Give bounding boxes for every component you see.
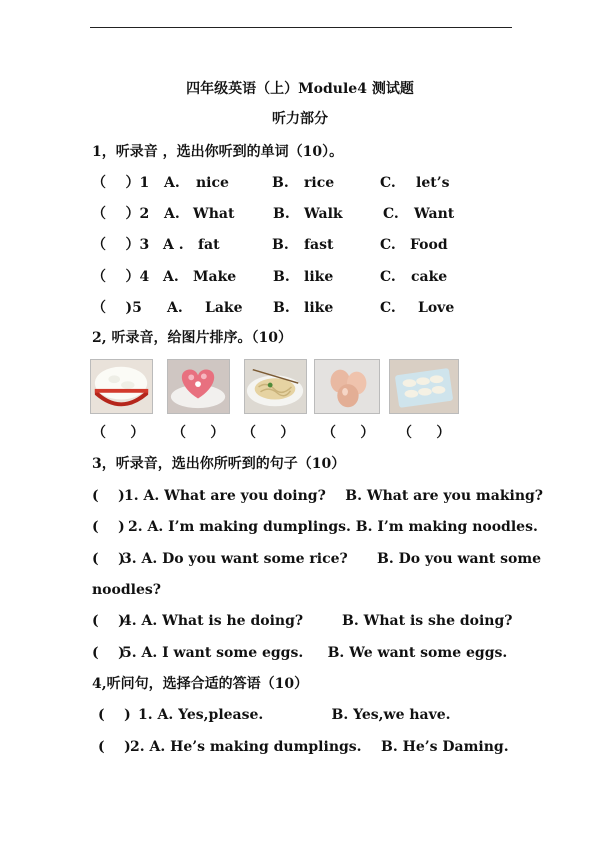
section3-heading: 3，听录音，选出你所听到的句子（10） bbox=[92, 456, 346, 472]
answer-choice: 2. A. He’s making dumplings. B. He’s Daming. bbox=[130, 739, 509, 755]
option-a-word: fat bbox=[198, 237, 220, 253]
section1-heading: 1，听录音 ，选出你听到的单词（10）。 bbox=[92, 144, 344, 160]
option-c-word: Want bbox=[414, 206, 455, 222]
option-c-word: let’s bbox=[416, 175, 450, 191]
option-a-word: Make bbox=[193, 269, 237, 285]
answer-blank[interactable]: ( ) bbox=[92, 488, 125, 504]
option-a-label: A. bbox=[163, 269, 179, 285]
answer-blank[interactable]: （ )5 bbox=[92, 300, 142, 316]
answer-blank[interactable]: （ ）1 bbox=[92, 175, 150, 191]
option-c-word: cake bbox=[411, 269, 448, 285]
sentence-choice: 3. A. Do you want some rice? B. Do you want some bbox=[122, 551, 542, 567]
answer-blank[interactable]: （ ）3 bbox=[92, 237, 150, 253]
sentence-choice: 1. A. What are you doing? B. What are you making? bbox=[124, 488, 544, 504]
option-a-label: A . bbox=[163, 237, 184, 253]
option-a-word: What bbox=[193, 206, 235, 222]
answer-blank[interactable]: （ ）2 bbox=[92, 206, 150, 222]
answer-blank[interactable]: ( ) bbox=[92, 613, 125, 629]
option-b-label: B. bbox=[273, 300, 290, 316]
option-c-word: Love bbox=[418, 300, 455, 316]
answer-blank[interactable]: ( ) bbox=[92, 551, 125, 567]
dumplings-picture bbox=[389, 359, 459, 414]
option-b-word: like bbox=[304, 300, 334, 316]
page-title: 四年级英语（上）Module4 测试题 bbox=[186, 81, 414, 97]
option-c-label: C. bbox=[383, 206, 399, 222]
answer-blank[interactable]: ( ) bbox=[92, 645, 125, 661]
answer-choice: 1. A. Yes,please. B. Yes,we have. bbox=[138, 707, 451, 723]
option-c-label: C. bbox=[380, 269, 396, 285]
answer-blank[interactable]: （ ）4 bbox=[92, 269, 150, 285]
rice-bowl-picture bbox=[90, 359, 153, 414]
noodles-picture bbox=[244, 359, 307, 414]
picture-order-blank[interactable]: （ ） bbox=[398, 425, 451, 441]
option-a-label: A. bbox=[167, 300, 183, 316]
picture-order-blank[interactable]: （ ） bbox=[92, 425, 145, 441]
option-a-label: A. bbox=[164, 206, 180, 222]
sentence-choice: 2. A. I’m making dumplings. B. I’m making noodles. bbox=[128, 519, 538, 535]
eggs-picture bbox=[314, 359, 380, 414]
option-b-word: fast bbox=[304, 237, 334, 253]
picture-order-blank[interactable]: （ ） bbox=[172, 425, 225, 441]
picture-order-blank[interactable]: （ ） bbox=[242, 425, 295, 441]
option-b-word: like bbox=[304, 269, 334, 285]
answer-blank[interactable]: ( ) bbox=[98, 739, 131, 755]
option-b-label: B. bbox=[273, 206, 290, 222]
page-subtitle: 听力部分 bbox=[272, 111, 328, 127]
option-a-word: Lake bbox=[205, 300, 243, 316]
answer-blank[interactable]: ( ) bbox=[98, 707, 131, 723]
option-b-label: B. bbox=[273, 269, 290, 285]
sentence-choice: 5. A. I want some eggs. B. We want some eggs. bbox=[122, 645, 508, 661]
option-c-label: C. bbox=[380, 300, 396, 316]
option-c-label: C. bbox=[380, 237, 396, 253]
option-a-word: nice bbox=[196, 175, 229, 191]
option-c-word: Food bbox=[410, 237, 448, 253]
heart-cake-picture bbox=[167, 359, 230, 414]
sentence-continuation: noodles? bbox=[92, 582, 161, 598]
header-rule bbox=[90, 27, 512, 28]
section2-heading: 2, 听录音，给图片排序。（10） bbox=[92, 330, 292, 346]
option-b-label: B. bbox=[272, 237, 289, 253]
option-c-label: C. bbox=[380, 175, 396, 191]
sentence-choice: 4. A. What is he doing? B. What is she doing? bbox=[122, 613, 513, 629]
option-b-label: B. bbox=[272, 175, 289, 191]
option-a-label: A. bbox=[164, 175, 180, 191]
answer-blank[interactable]: ( ) bbox=[92, 519, 125, 535]
option-b-word: Walk bbox=[304, 206, 343, 222]
option-b-word: rice bbox=[304, 175, 335, 191]
section4-heading: 4,听问句，选择合适的答语（10） bbox=[92, 676, 309, 692]
picture-order-blank[interactable]: （ ） bbox=[322, 425, 375, 441]
